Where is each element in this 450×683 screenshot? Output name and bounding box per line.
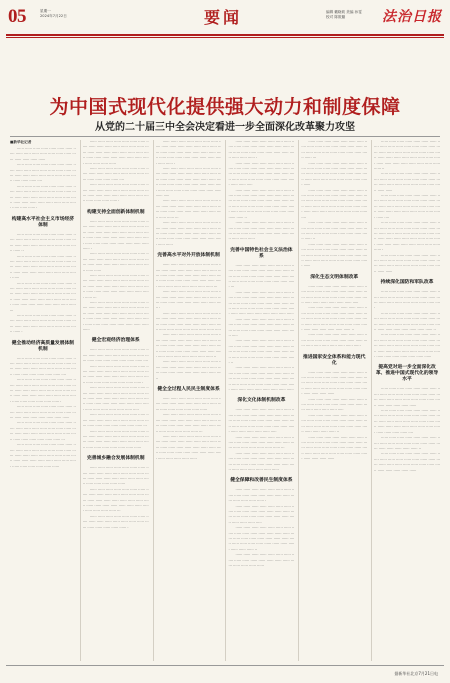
- editor: 编辑 戴晓莉: [326, 10, 346, 14]
- article-column: [298, 140, 367, 661]
- greeked-paragraph: ······ ······ ······ ······ ······ ······ ······ ······ ······ ······ ······ ······ ······ ······ ······ ······ ······ ······ ······ ······ ······ ······ ······ ······ ······ ······ ······ ······ ······ ······ ······ ······ ······ ······ ······ ······ ······ ······ ······ ······ ······ ·····: [155, 167, 222, 199]
- column-heading: 提高党对进一步全面深化改革、推进中国式现代化的领导水平: [375, 365, 439, 383]
- column-text: [301, 371, 367, 463]
- greeked-paragraph: ······ ······ ······ ······ ······ ······ ······ ······ ······ ······ ······ ······ ······ ······ ······ ······ ······ ······ ······ ······ ······ ··: [374, 436, 440, 451]
- greeked-paragraph: ······ ······ ······ ······ ······ ······ ······ ······ ······ ······ ······ ······ ······ ······ ······ ······ ······ ······ ······ ······ ······ ······ ······ ······ ······ ······ ······ ······ ······ ······ ······ ······ ···: [228, 263, 295, 290]
- column-heading: 完善中国特色社会主义法治体系: [230, 247, 293, 259]
- column-heading: 健全全过程人民民主制度体系: [157, 387, 220, 393]
- greeked-paragraph: ······ ······ ······ ······ ······ ······ ······ ······ ······ ······ ······ ······ ······ ······ ······ ······ ······ ······ ······ ······ ······ ······ ······ ······ ······ ······ ······ ······ ·: [82, 183, 149, 204]
- editor-credits: [326, 10, 362, 20]
- greeked-paragraph: ······ ······ ······ ······ ······ ······ ······ ······ ······ ······ ······ ······ ······ ······ ······ ······ ······ ······ ······ ······ ······ ······: [155, 397, 222, 412]
- greeked-paragraph: ······ ······ ······ ······ ······ ······ ······ ······ ······ ······ ······ ······ ······ ······ ······ ······ ······ ······ ······ ······ ······ ······ ······ ····: [82, 348, 149, 364]
- masthead-rule-thin: [6, 37, 444, 38]
- greeked-paragraph: ······ ······ ······ ······ ······ ······ ······ ······ ······ ······ ······ ······ ······ ······ ······ ······ ······ ······ ······ ······ ······ ······ ······ ······ ······ ······ ······ ······ ······ ······ ···: [10, 421, 76, 442]
- greeked-paragraph: ······ ······ ······ ······ ······ ······ ······ ······ ······ ······ ······ ······ ······ ······ ······ ······ ······ ······ ······ ······ ·: [228, 488, 295, 504]
- greeked-paragraph: ······ ······ ······ ······ ······ ······ ······ ······ ······ ······ ······ ······ ······ ······ ······ ······ ······ ······ ······ ······ ····: [82, 167, 149, 182]
- article-columns: [10, 140, 440, 661]
- column-text: [228, 264, 294, 394]
- greeked-paragraph: ······ ······ ······ ······ ······ ······ ······ ······ ······ ······ ······ ······ ······ ······ ······ ······ ······ ······ ······ ······ ······ ······ ······ ······ ······ ··: [10, 232, 76, 254]
- column-text: [10, 357, 76, 471]
- greeked-paragraph: ······ ······ ······ ······ ······ ······ ······ ······ ······ ······ ······ ······ ······ ······ ······ ······ ······ ······ ······ ······ ······ ······ ······ ······ ······ ······ ······ ······ ······: [374, 387, 440, 408]
- greeked-paragraph: ······ ······ ······ ······ ······ ······ ······ ······ ······ ······ ······ ······ ······ ······ ······ ······ ······ ······ ······ ······ ······ ······ ······ ······ ······ ······ ······ ······ ······ ······: [228, 451, 295, 472]
- column-text: [228, 140, 294, 243]
- greeked-paragraph: ······ ······ ······ ······ ······ ······ ······ ······ ······ ······ ······ ······ ······ ······ ······ ······ ······ ······ ······ ······ ······ ······ ······ ······ ······ ······ ······ ······ ······ ······ ······ ······ ······ ······ ······ ······ ······ ······ ······ ······ ···: [10, 281, 76, 313]
- date-block: [40, 9, 67, 19]
- greeked-paragraph: ······ ······ ······ ······ ······ ······ ······ ······ ······ ······ ······ ······ ······ ······ ······ ······ ······ ······ ······ ······ ······ ······ ······ ······ ······ ······: [82, 252, 149, 273]
- greeked-paragraph: ······ ······ ······ ······ ······ ······ ······ ······ ······ ······ ······ ······ ······ ······ ······ ······ ······ ······ ······ ······ ······ ······ ······ ······ ······ ······ ···: [155, 199, 222, 220]
- greeked-paragraph: ······ ······ ······ ······ ······ ······ ······ ······ ······ ······ ······ ······ ······ ······ ······ ······ ······ ······ ······ ······ ······ ······ ······ ······ ······ ······ ······ ······ ······ ······ ······ ······ ······ ······ ·····: [228, 161, 295, 188]
- greeked-paragraph: ······ ······ ······ ······ ······ ······ ······ ······ ······ ······ ······ ······ ······ ······ ······ ······ ······ ······ ······ ······: [228, 553, 295, 569]
- masthead-rule: [6, 34, 444, 36]
- byline: ■新华社记者: [10, 140, 32, 144]
- greeked-paragraph: ······ ······ ······ ······ ······ ······ ······ ······ ······ ······ ······ ······ ······ ······ ······ ······ ······ ······ ······ ······ ······ ······ ······ ······ ······ ·: [10, 313, 76, 335]
- page-number: 05: [8, 6, 26, 27]
- greeked-paragraph: ······ ······ ······ ······ ······ ······ ······ ······ ······ ······ ······ ······ ······ ······ ······ ······ ······ ······ ······ ······ ······ ······ ······ ······ ······ ······ ······ ······ ······ ······ ······ ······ ······ ······ ······ ······ ······ ······ ······ ······ ······ ·: [82, 219, 149, 251]
- column-heading: 构建支持全面创新体制机制: [86, 209, 145, 215]
- greeked-paragraph: ······ ······ ······ ······ ······ ······ ······ ······ ······ ······ ······ ······ ······ ······ ······ ······ ······ ······ ······ ······ ······ ······ ······ ······ ·····: [228, 317, 295, 338]
- greeked-paragraph: ······ ······ ······ ······ ······ ······ ······ ······ ······ ······ ······ ······ ······ ······ ······ ······ ······ ······ ······ ······ ······ ······ ······ ······ ······ ······ ······ ······ ······ ······ ······ ······ ······ ······ ······ ······ ······ ······ ······ ······ ······ ··: [374, 140, 440, 172]
- proofreader: 校对 陈筱璐: [326, 15, 346, 19]
- greeked-paragraph: ······ ······ ······ ······ ······ ······ ······ ······ ······ ······ ······ ······ ······ ······ ······ ······ ······ ······ ······ ······ ······ ······ ······ ······ ······ ······ ······ ······ ······ ······ ······ ······ ······ ······ ······ ······ ······ ······ ······ ······: [228, 290, 295, 317]
- section-title: 要闻: [204, 8, 243, 27]
- column-heading: 健全宏观经济治理体系: [91, 338, 140, 344]
- greeked-paragraph: ······ ······ ······ ······ ······ ······ ······ ······ ······ ······ ······ ······ ······ ······ ······ ······ ······ ······ ······ ······ ······ ······ ······ ······ ······ ······ ······ ······ ······ ···: [155, 413, 222, 434]
- greeked-paragraph: ······ ······ ······ ······ ······ ······ ······ ······ ······ ······ ······ ······ ······ ······ ······ ······ ······ ······ ······ ······ ······ ······ ······ ······ ······ ······ ······ ······ ······ ······ ······ ······ ······ ······ ······ ······ ······ ······ ·····: [82, 386, 149, 412]
- greeked-paragraph: ······ ······ ······ ······ ······ ······ ······ ······ ······ ······ ······ ······ ······ ······ ······ ······ ······ ······ ······ ······ ······ ······ ······ ······ ······ ······ ······ ······ ······ ······ ······ ······ ······ ······ ······ ······ ······ ·····: [228, 408, 295, 435]
- article-column: [371, 140, 440, 661]
- article-column: [153, 140, 222, 661]
- masthead: [6, 4, 444, 34]
- greeked-paragraph: ······ ······ ······ ······ ······ ······ ······ ······ ······ ······ ······ ······ ······ ······ ······ ······ ······ ······ ······ ······ ······ ······ ······ ······: [155, 360, 222, 381]
- greeked-paragraph: ······ ······ ······ ······ ······ ······ ······ ······ ······ ······ ······ ······ ······ ······ ······ ······ ······ ······ ······ ······ ······ ······ ······ ······ ······ ······ ······ ······ ······ ······ ······ ······ ······: [10, 254, 76, 281]
- greeked-paragraph: ······ ······ ······ ······ ······ ······ ······ ······ ······ ······ ······ ······ ······ ······ ······ ······ ······ ······ ······ ······ ······ ······ ······ ······ ······ ··: [301, 221, 368, 242]
- column-text: [374, 140, 440, 275]
- article-column: [225, 140, 294, 661]
- column-text: [83, 140, 149, 205]
- column-text: [10, 147, 76, 212]
- greeked-paragraph: ······ ······ ······ ······ ······ ······ ······ ······ ······ ······ ······ ······ ······ ······ ······ ······ ······ ······ ······ ······ ······ ······ ······ ······ ······ ······ ······ ······ ······ ······ ······ ·: [82, 364, 149, 385]
- greeked-paragraph: ······ ······ ······ ······ ······ ······ ······ ······ ······ ······ ······ ······ ······ ······ ······ ······ ······ ······ ······ ······ ······ ······ ······ ······ ······ ······ ······ ······ ······ ······ ······ ······ ······ ······ ······ ······: [301, 435, 368, 462]
- greeked-paragraph: ······ ······ ······ ······ ······ ······ ······ ······ ······ ······ ······ ······ ······ ······ ······ ······ ······ ······ ······ ······ ······ ······ ······ ······ ······ ······ ······ ······ ······ ······ ······ ······ ······ ······: [155, 221, 222, 247]
- greeked-paragraph: ······ ······ ······ ······ ······ ······ ······ ······ ······ ······ ······ ······ ······ ······ ······ ······ ······ ······ ······ ······ ······ ······ ······ ······ ······ ······ ······ ······ ······ ······ ······ ······ ······ ······ ······ ······ ······ ······ ······ ······ ······ ·: [374, 221, 440, 253]
- dateline-footer: 据新华社北京7月21日电: [394, 671, 438, 676]
- greeked-paragraph: ······ ······ ······ ······ ······ ······ ······ ······ ······ ······ ······ ······ ······ ······ ······ ······ ······ ······ ······ ······ ······ ······ ······ ······ ·: [155, 290, 222, 311]
- greeked-paragraph: ······ ······ ······ ······ ······ ······ ······ ······ ······ ······ ······ ······ ······ ······ ······ ······ ······ ······ ······ ······ ·····: [301, 397, 368, 413]
- greeked-paragraph: ······ ······ ······ ······ ······ ······ ······ ······ ······ ······ ······ ······ ······ ······ ······ ······ ······ ······ ······ ······ ······ ······ ······ ······ ······ ······ ······ ······ ··: [301, 413, 368, 435]
- greeked-paragraph: ······ ······ ······ ······ ······ ······ ······ ······ ······ ······ ······ ······ ······ ······ ······ ······ ······ ······ ······ ······ ······ ······ ······ ·····: [374, 290, 440, 311]
- column-heading: 完善城乡融合发展体制机制: [86, 456, 145, 462]
- column-text: [301, 140, 367, 270]
- greeked-paragraph: ······ ······ ······ ······ ······ ······ ······ ······ ······ ······ ······ ······ ······ ······ ······ ······ ······ ······ ······ ······ ······ ······ ······ ······ ······ ···: [301, 140, 368, 161]
- column-heading: 健全保障和改善民生制度体系: [230, 478, 293, 484]
- headline: 为中国式现代化提供强大动力和制度保障: [49, 96, 401, 118]
- greeked-paragraph: ······ ······ ······ ······ ······ ······ ······ ······ ······ ······ ······ ······ ······ ······ ······ ······ ······ ······ ······ ······ ······ ·: [82, 514, 149, 530]
- greeked-paragraph: ······ ······ ······ ······ ······ ······ ······ ······ ······ ······ ······ ······ ······ ······ ······ ······ ······ ······ ······ ······ ······ ······ ······ ······ ······ ······: [374, 253, 440, 274]
- greeked-paragraph: ······ ······ ······ ······ ······ ······ ······ ······ ······ ······ ······ ······ ······ ······ ······ ······ ······ ······ ······ ······ ······ ······ ······ ······ ······ ······ ······ ······ ······ ······ ······ ······ ······ ······ ······ ······ ···: [82, 487, 149, 514]
- greeked-paragraph: ······ ······ ······ ······ ······ ······ ······ ······ ······ ······ ······ ······ ······ ······ ······ ······ ······ ······ ······ ······ ······ ······ ······ ······ ······ ······ ······ ······ ······ ······ ·····: [301, 284, 368, 305]
- greeked-paragraph: ······ ······ ······ ······ ······ ······ ······ ······ ······ ······ ······ ······ ······ ······ ······ ······ ······ ······ ······ ······ ······ ······ ······ ···: [82, 413, 149, 429]
- greeked-paragraph: ······ ······ ······ ······ ······ ······ ······ ······ ······ ······ ······ ······ ······ ······ ······ ······ ······ ······ ······ ······ ······ ······ ······ ······ ······ ······ ······ ······ ······ ······ ······ ······ ······: [301, 161, 368, 188]
- column-text: [228, 488, 294, 569]
- column-text: [156, 140, 222, 248]
- greeked-paragraph: ······ ······ ······ ······ ······ ······ ······ ······ ······ ······ ······ ······ ······ ······ ······ ······ ······ ······ ······ ······ ······ ······ ······ ······ ······ ······ ······ ····: [10, 163, 76, 184]
- greeked-paragraph: ······ ······ ······ ······ ······ ······ ······ ······ ······ ······ ······ ······ ······ ······ ······ ······ ······ ······ ······ ······ ······ ······ ······ ······ ······ ······ ······ ······ ······ ······ ······ ······ ······ ······ ······ ······ ······ ······ ······ ······ ····: [301, 188, 368, 220]
- greeked-paragraph: ······ ······ ······ ······ ······ ······ ······ ······ ······ ······ ······ ······ ······ ······ ······ ······ ······ ······ ······ ······ ······ ······ ······ ······ ······ ······ ······ ······ ······ ······ ······ ······ ······ ······ ······ ······ ······ ······ ······ ······: [228, 366, 295, 393]
- headline-divider: [10, 136, 440, 137]
- greeked-paragraph: ······ ······ ······ ······ ······ ······ ······ ······ ······ ······ ······ ······ ······ ······ ······ ······ ······ ······ ······ ······ ······ ······ ······ ······ ······ ······ ······ ······ ······ ······ ······ ······ ······ ······ ······ ··: [228, 526, 295, 552]
- column-text: [301, 285, 367, 350]
- column-text: [83, 220, 149, 334]
- greeked-paragraph: ······ ······ ······ ······ ······ ······ ······ ······ ······ ······ ······ ······ ······ ······ ······ ······ ······ ······ ······ ······ ······ ······ ······ ······ ······ ······ ······ ······ ······ ······ ······ ······ ··: [228, 339, 295, 366]
- greeked-paragraph: ······ ······ ······ ······ ······ ······ ······ ······ ······ ······ ······ ······ ······ ······ ······ ······ ······ ······ ······ ······ ······ ······ ······ ······ ······ ······ ······ ······ ······ ······ ······ ······ ······ ······ ······ ······ ······ ······ ··: [301, 306, 368, 332]
- column-text: [156, 397, 222, 462]
- greeked-paragraph: ······ ······ ······ ······ ······ ······ ······ ······ ······ ······ ······ ······ ······ ······ ······ ······ ······ ······ ······ ······ ······ ······ ······ ······ ······ ······ ······ ······ ······ ······ ····: [10, 356, 76, 377]
- greeked-paragraph: ······ ······ ······ ······ ······ ······ ······ ······ ······ ······ ······ ······ ······ ······ ······ ······ ······ ······ ······ ······ ······ ······ ······ ······ ······ ······ ······ ······ ······ ······ ······ ······ ······ ······ ·: [155, 140, 222, 166]
- column-heading: 推进国家安全体系和能力现代化: [303, 354, 366, 366]
- article-column: [80, 140, 149, 661]
- column-heading: 完善高水平对外开放体制机制: [157, 253, 220, 259]
- footer-rule: [6, 665, 444, 666]
- greeked-paragraph: ······ ······ ······ ······ ······ ······ ······ ······ ······ ······ ······ ······ ······ ······ ······ ······ ······ ······ ······ ······ ······ ······ ······ ······ ······ ······: [374, 172, 440, 193]
- greeked-paragraph: ······ ······ ······ ······ ······ ······ ······ ······ ······ ······ ······ ······ ······ ······ ······ ······ ······ ······ ······ ······ ······ ······ ······ ······ ······ ······ ······ ······ ······ ······ ······ ······ ······ ···: [82, 273, 149, 300]
- greeked-paragraph: ······ ······ ······ ······ ······ ······ ······ ······ ······ ······ ······ ······ ······ ······ ······ ······ ······ ······ ······ ······: [10, 147, 76, 162]
- column-text: [374, 387, 440, 474]
- greeked-paragraph: ······ ······ ······ ······ ······ ······ ······ ······ ······ ······ ······ ······ ······ ······ ······ ······ ······ ······ ······ ······ ······ ······ ······: [10, 405, 76, 421]
- greeked-paragraph: ······ ······ ······ ······ ······ ······ ······ ······ ······ ······ ······ ······ ······ ······ ······ ······ ······ ······ ······ ······ ······ ······ ······ ······ ······ ······ ······ ······ ······ ······ ······ ······ ······ ······ ······ ······ ······ ······ ······ ··: [155, 333, 222, 360]
- column-heading: 深化生态文明体制改革: [310, 274, 359, 280]
- column-text: [374, 290, 440, 360]
- column-heading: 深化文化体制机制改革: [237, 398, 286, 404]
- greeked-paragraph: ······ ······ ······ ······ ······ ······ ······ ······ ······ ······ ······ ······ ······ ······ ······ ······ ······ ······ ······ ······ ······ ······ ······ ······ ······ ······ ······ ······ ······ ······ ······ ······ ······: [301, 242, 368, 269]
- greeked-paragraph: ······ ······ ······ ······ ······ ······ ······ ······ ······ ······ ······ ······ ······ ······ ······ ······ ······ ······ ······ ······ ······ ······ ······ ······ ······ ······ ······ ······ ······ ······ ······ ······ ······ ······ ······ ·: [10, 184, 76, 211]
- greeked-paragraph: ······ ······ ······ ······ ······ ······ ······ ······ ······ ······ ······ ······ ······ ······ ······ ······ ······ ······ ······ ······ ······ ······ ···: [228, 435, 295, 451]
- greeked-paragraph: ······ ······ ······ ······ ······ ······ ······ ······ ······ ······ ······ ······ ······ ······ ······ ······ ······ ······ ······ ······ ······ ······ ······: [301, 333, 368, 349]
- greeked-paragraph: ······ ······ ······ ······ ······ ······ ······ ······ ······ ······ ······ ······ ······ ······ ······ ······ ······ ······ ······ ······ ······ ······ ······ ······ ······ ······ ······ ······ ······ ······ ······ ······ ······ ······ ······ ······ ······ ······ ······ ······ ······ ······ ··: [228, 188, 295, 220]
- greeked-paragraph: ······ ······ ······ ······ ······ ······ ······ ······ ······ ······ ······ ······ ······ ······ ······ ······ ······ ······ ······ ······ ······ ······ ······ ······ ······ ······ ······ ······ ······: [82, 466, 149, 487]
- article-column: [10, 140, 76, 661]
- column-heading: 持续深化国防和军队改革: [380, 280, 434, 286]
- greeked-paragraph: ······ ······ ······ ······ ······ ······ ······ ······ ······ ······ ······ ······ ······ ······ ······ ······ ······ ······ ······ ······ ······ ······ ······ ······ ······ ······ ······ ······ ······ ······ ······ ··: [374, 311, 440, 332]
- greeked-paragraph: ······ ······ ······ ······ ······ ······ ······ ······ ······ ······ ······ ······ ······ ······ ······ ······ ······ ······ ······ ······ ······ ······ ······ ······ ······ ······ ······ ······ ······ ······ ······ ······ ······ ······ ······ ······ ······ ······ ······ ···: [155, 263, 222, 289]
- greeked-paragraph: ······ ······ ······ ······ ······ ······ ······ ······ ······ ······ ······ ······ ······ ······ ······ ······ ······ ······ ······ ······ ······ ······ ······ ······ ······ ······ ······ ······ ······ ······ ······ ······ ······ ······ ······ ······ ······ ······ ······ ······ ······: [82, 300, 149, 332]
- greeked-paragraph: ······ ······ ······ ······ ······ ······ ······ ······ ······ ······ ······ ······ ······ ······ ······ ······ ······ ······ ······ ······ ······ ······ ······ ······ ······ ······ ······ ······ ······ ······ ······ ······ ······ ······ ······ ······ ······ ······ ······: [374, 333, 440, 360]
- greeked-paragraph: ······ ······ ······ ······ ······ ······ ······ ······ ······ ······ ······ ······ ······ ······ ······ ······ ······ ······ ······ ······ ······ ······ ······ ······ ······ ······ ······ ······ ······ ······ ······ ······ ······ ······ ······ ······ ······ ······: [10, 443, 76, 469]
- greeked-paragraph: ······ ······ ······ ······ ······ ······ ······ ······ ······ ······ ······ ······ ······ ······ ······ ······ ······ ······ ······ ······ ······ ······ ······ ······ ······ ······ ······ ······ ······ ······ ······ ······ ······ ······ ······ ······: [301, 370, 368, 397]
- greeked-paragraph: ······ ······ ······ ······ ······ ······ ······ ······ ······ ······ ······ ······ ······ ······ ······ ······ ······ ······ ······ ······ ······ ······ ······ ······ ······ ······ ······ ······ ······: [374, 452, 440, 473]
- greeked-paragraph: ······ ······ ······ ······ ······ ······ ······ ······ ······ ······ ······ ······ ······ ······ ······ ······ ······ ······ ······ ······ ······ ······ ······ ······ ······ ······ ······ ·: [228, 140, 295, 161]
- column-text: [83, 466, 149, 531]
- column-text: [10, 233, 76, 336]
- greeked-paragraph: ······ ······ ······ ······ ······ ······ ······ ······ ······ ······ ······ ······ ······ ······ ······ ······ ······ ······ ······ ······ ······ ······ ······ ······ ······ ······ ······ ······ ······ ······ ······ ·····: [155, 311, 222, 332]
- greeked-paragraph: ······ ······ ······ ······ ······ ······ ······ ······ ······ ······ ······ ······ ······ ······ ······ ······ ······ ······ ······ ······ ······ ······ ······ ······ ······ ······ ······ ······ ······ ······ ······ ······ ······ ······ ······ ······ ····: [374, 409, 440, 435]
- greeked-paragraph: ······ ······ ······ ······ ······ ······ ······ ······ ······ ······ ······ ······ ······ ······ ······ ······ ······ ······ ······ ······ ······ ······ ······ ······ ······ ······ ······ ······ ······ ······ ······ ······ ······ ······ ······ ······ ······: [155, 434, 222, 461]
- column-text: [228, 408, 294, 473]
- greeked-paragraph: ······ ······ ······ ······ ······ ······ ······ ······ ······ ······ ······ ······ ······ ······ ······ ······ ······ ······ ······ ······ ······ ······ ······ ······ ······ ······ ······ ······ ······ ······ ······ ······ ······ ····: [374, 194, 440, 220]
- greeked-paragraph: ······ ······ ······ ······ ······ ······ ······ ······ ······ ······ ······ ······ ······ ······ ······ ······ ······ ······ ······ ······ ······ ······ ······ ······ ······ ······ ······ ······ ······ ······ ······ ······ ······ ······ ······ ······: [82, 140, 149, 166]
- issue-date: 2024年7月22日: [40, 14, 67, 18]
- weekday: 星期一: [40, 9, 51, 13]
- greeked-paragraph: ······ ······ ······ ······ ······ ······ ······ ······ ······ ······ ······ ······ ······ ······ ······ ······ ······ ······ ······ ······ ······ ······ ······ ······ ······ ······ ······: [228, 221, 295, 242]
- column-text: [83, 348, 149, 451]
- column-heading: 构建高水平社会主义市场经济体制: [11, 216, 75, 228]
- greeked-paragraph: ······ ······ ······ ······ ······ ······ ······ ······ ······ ······ ······ ······ ······ ······ ······ ······ ······ ······ ······ ······ ······ ······ ······ ······ ······ ······ ······ ······ ······ ······ ······ ······ ······ ······ ······ ······ ······ ······ ·: [10, 378, 76, 404]
- column-text: [156, 263, 222, 382]
- subheadline: 从党的二十届三中全会决定看进一步全面深化改革聚力攻坚: [95, 122, 355, 133]
- designer: 美编 孙雯: [346, 10, 362, 14]
- greeked-paragraph: ······ ······ ······ ······ ······ ······ ······ ······ ······ ······ ······ ······ ······ ······ ······ ······ ······ ······ ······ ······ ······ ······ ······ ······ ······ ······ ······ ······ ······ ······ ······: [82, 429, 149, 450]
- column-heading: 健全推动经济高质量发展体制机制: [11, 340, 75, 352]
- newspaper-logo: 法治日报: [382, 9, 442, 25]
- greeked-paragraph: ······ ······ ······ ······ ······ ······ ······ ······ ······ ······ ······ ······ ······ ······ ······ ······ ······ ······ ······ ······ ······ ······ ······ ······ ······ ······ ······ ·····: [228, 504, 295, 525]
